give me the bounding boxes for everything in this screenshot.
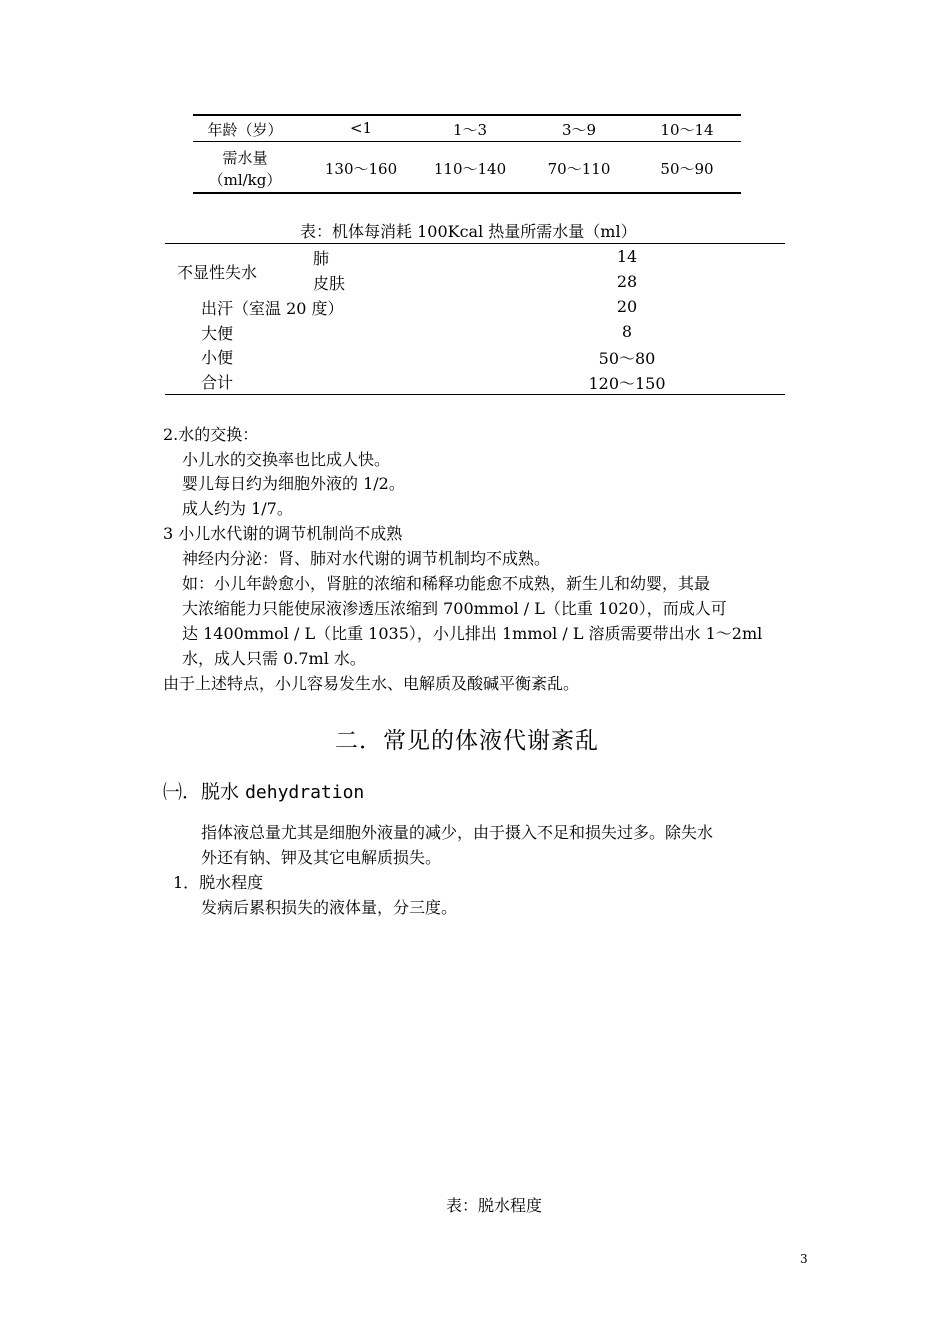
section-heading: 二．常见的体液代谢紊乱	[335, 728, 599, 754]
row-label-line1: 需水量	[222, 149, 268, 167]
table-cell: 50～90	[660, 160, 714, 178]
table-header-cell: <1	[349, 119, 373, 137]
row-label-line2: （ml/kg）	[208, 171, 282, 189]
table-top-rule	[165, 243, 785, 244]
paragraph-line: 发病后累积损失的液体量，分三度。	[201, 898, 458, 917]
paragraph-line: 如：小儿年龄愈小，肾脏的浓缩和稀释功能愈不成熟，新生儿和幼婴，其最	[182, 574, 711, 593]
table-caption: 表：脱水程度	[446, 1196, 543, 1215]
paragraph-line: 婴儿每日约为细胞外液的 1/2。	[182, 474, 405, 493]
row-label: 肺	[313, 249, 330, 268]
table-header-cell: 3～9	[561, 121, 597, 139]
section-title: 2.水的交换：	[163, 425, 259, 444]
kcal-water-table	[165, 243, 785, 395]
row-label: 小便	[201, 348, 234, 367]
table-top-rule	[193, 114, 741, 116]
row-label: 皮肤	[313, 274, 346, 293]
row-value: 28	[616, 272, 638, 291]
table-cell: 130～160	[324, 160, 398, 178]
row-value: 8	[621, 322, 633, 341]
table-cell: 70～110	[547, 160, 611, 178]
group-label: 不显性失水	[177, 263, 258, 282]
paragraph-line: 水，成人只需 0.7ml 水。	[182, 649, 366, 668]
row-label: 合计	[201, 373, 234, 392]
paragraph-line: 大浓缩能力只能使尿液渗透压浓缩到 700mmol / L（比重 1020），而成人可	[182, 599, 727, 618]
row-value: 120～150	[588, 374, 666, 393]
row-label: 出汗（室温 20 度）	[201, 299, 344, 318]
row-value: 20	[616, 297, 638, 316]
page-number: 3	[800, 1252, 808, 1266]
section-title: 3 小儿水代谢的调节机制尚不成熟	[163, 524, 403, 543]
table-header-rule	[193, 141, 741, 142]
sub-heading-en: dehydration	[245, 782, 365, 803]
row-value: 50～80	[598, 349, 656, 368]
row-label: 大便	[201, 324, 234, 343]
table-bottom-rule	[193, 192, 741, 194]
paragraph-line: 外还有钠、钾及其它电解质损失。	[201, 848, 442, 867]
table-header-cell: 10～14	[660, 121, 714, 139]
paragraph-line: 达 1400mmol / L（比重 1035），小儿排出 1mmol / L 溶质需要带出水 1～2ml	[182, 624, 763, 643]
sub-heading	[163, 777, 364, 804]
age-water-table	[193, 114, 741, 194]
paragraph-line: 成人约为 1/7。	[182, 499, 293, 518]
sub-heading-cn: ㈠．脱水	[163, 781, 240, 803]
paragraph-line: 神经内分泌：肾、肺对水代谢的调节机制均不成熟。	[182, 549, 551, 568]
paragraph-line: 指体液总量尤其是细胞外液量的减少，由于摄入不足和损失过多。除失水	[201, 823, 714, 842]
summary-line: 由于上述特点，小儿容易发生水、电解质及酸碱平衡紊乱。	[163, 674, 580, 693]
table-caption: 表：机体每消耗 100Kcal 热量所需水量（ml）	[300, 222, 637, 241]
table-bottom-rule	[165, 394, 785, 395]
table-header-cell: 1～3	[452, 121, 488, 139]
table-cell: 110～140	[433, 160, 507, 178]
table-header-cell: 年龄（岁）	[207, 121, 283, 139]
row-value: 14	[616, 247, 638, 266]
paragraph-line: 小儿水的交换率也比成人快。	[182, 450, 391, 469]
item-title: 1．脱水程度	[173, 873, 264, 892]
